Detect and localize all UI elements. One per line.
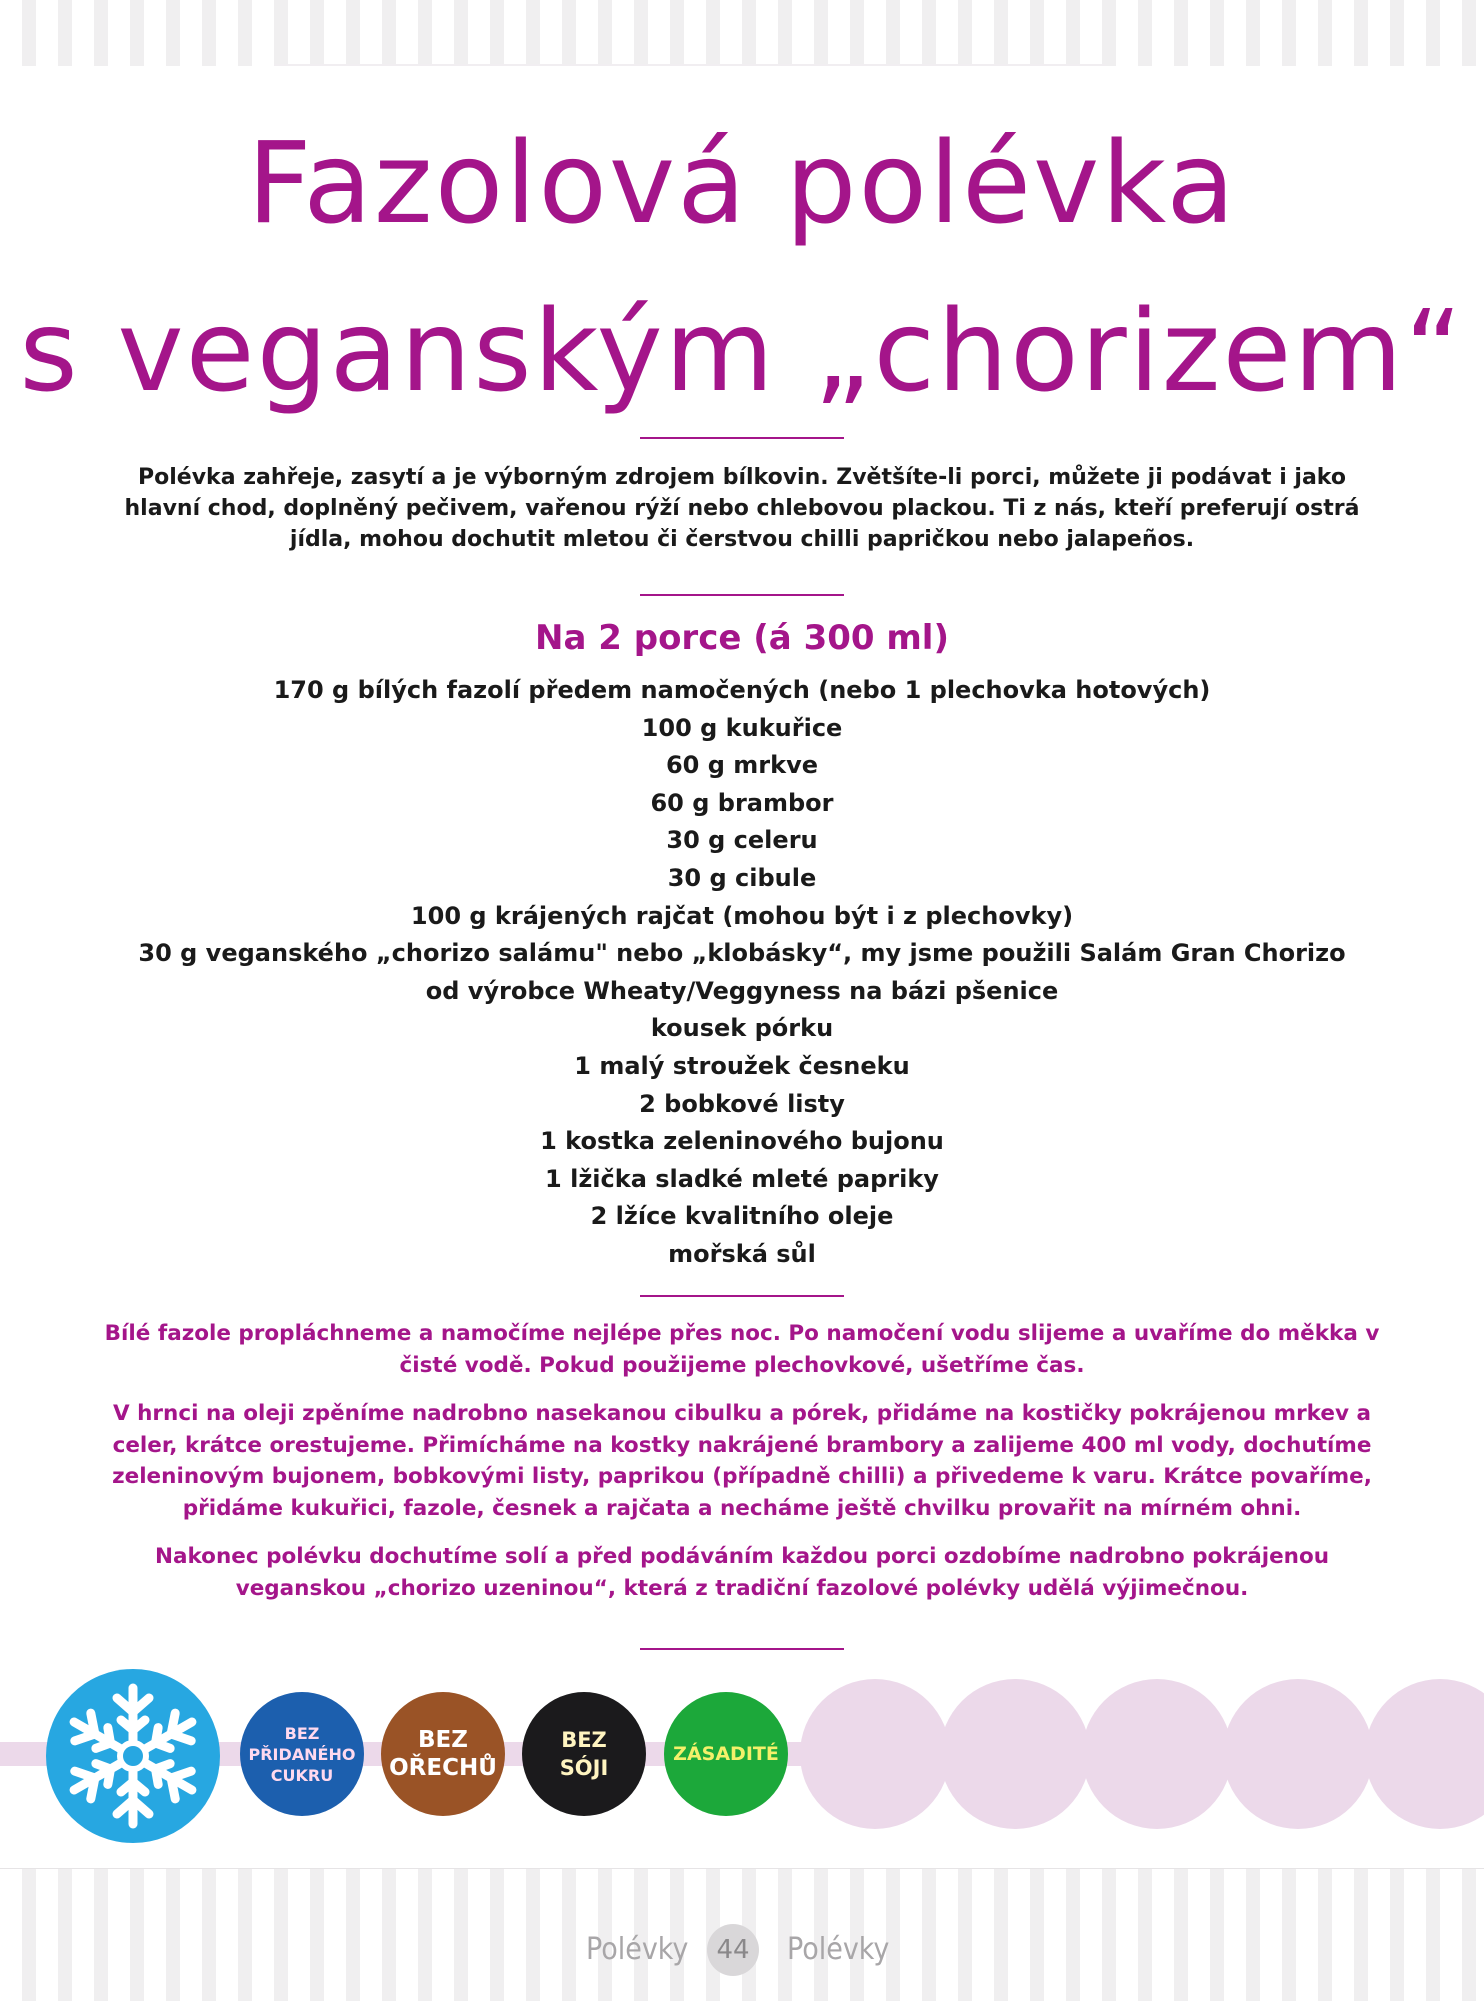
page-footer	[0, 1922, 1484, 1976]
ingredient-item: 1 malý stroužek česneku	[574, 1051, 910, 1080]
top-stripe-pattern	[0, 0, 1484, 66]
ingredient-item: 1 lžička sladké mleté papriky	[545, 1164, 939, 1193]
no-nuts-badge: BEZ OŘECHŮ	[381, 1692, 505, 1816]
ingredient-item: 2 lžíce kvalitního oleje	[590, 1202, 894, 1231]
alkaline-badge: ZÁSADITÉ	[664, 1692, 788, 1816]
ingredient-item: 60 g mrkve	[665, 751, 818, 780]
ingredient-item: kousek pórku	[650, 1014, 834, 1043]
ingredient-item: mořská sůl	[668, 1239, 816, 1268]
recipe-title-line-2: s veganským „chorizem“	[19, 287, 1465, 417]
decorative-circle	[800, 1679, 950, 1829]
snowflake-badge	[46, 1669, 220, 1843]
ingredient-item: od výrobce Wheaty/Veggyness na bázi pšenice	[425, 976, 1059, 1005]
top-rule	[274, 64, 1106, 66]
method-step: Nakonec polévku dochutíme solí a před podáváním každou porci ozdobíme nadrobno pokrájenou veganskou „chorizo uzeninou“, která z tradiční fazolové polévky udělá výjimečnou.	[154, 1544, 1330, 1601]
ingredient-item: 2 bobkové listy	[639, 1089, 845, 1118]
decorative-circle	[1223, 1679, 1373, 1829]
no-soy-badge: BEZ SÓJI	[522, 1692, 646, 1816]
recipe-title	[0, 100, 1484, 436]
method-step: Bílé fazole propláchneme a namočíme nejlépe přes noc. Po namočení vodu slijeme a uvaříme do měkka v čisté vodě. Pokud použijeme plechovkové, ušetříme čas.	[104, 1321, 1380, 1378]
servings-heading: Na 2 porce (á 300 ml)	[535, 618, 949, 658]
decorative-circle	[940, 1679, 1090, 1829]
ingredient-item: 30 g cibule	[667, 863, 817, 892]
page-number: 44	[707, 1924, 759, 1976]
ingredient-item: 1 kostka zeleninového bujonu	[540, 1127, 944, 1156]
ingredient-item: 30 g veganského „chorizo salámu" nebo „klobásky“, my jsme použili Salám Gran Chorizo	[138, 939, 1346, 968]
divider	[640, 1295, 844, 1297]
divider	[640, 437, 844, 439]
ingredient-list	[0, 672, 1484, 1274]
recipe-title-line-1: Fazolová polévka	[247, 119, 1237, 249]
footer-section-right: Polévky	[787, 1932, 890, 1967]
ingredient-item: 170 g bílých fazolí předem namočených (nebo 1 plechovka hotových)	[273, 676, 1211, 704]
method-step: V hrnci na oleji zpěníme nadrobno nasekanou cibulku a pórek, přidáme na kostičky pokrájenou mrkev a celer, krátce orestujeme. Přimícháme na kostky nakrájené brambory a zalijeme 400 ml vody, dochutíme zeleninovým bujonem, bobkovými listy, paprikou (případně chilli) a přivedeme k varu. Krátce povaříme, přidáme kukuřici, fazole, česnek a rajčata a necháme ještě chvilku provařit na mírném ohni.	[112, 1401, 1372, 1521]
intro-text: Polévka zahřeje, zasytí a je výborným zdrojem bílkovin. Zvětšíte-li porci, můžete ji podávat i jako hlavní chod, doplněný pečivem, vařenou rýží nebo chlebovou plackou. Ti z nás, kteří preferují ostrá jídla, mohou dochutit mletou či čerstvou chilli papričkou nebo jalapeños.	[124, 465, 1360, 552]
snowflake-icon	[46, 1669, 220, 1843]
ingredient-item: 100 g kukuřice	[641, 713, 843, 742]
footer-section-left: Polévky	[586, 1932, 689, 1967]
divider	[640, 1648, 844, 1650]
decorative-circle	[1365, 1679, 1484, 1829]
ingredient-item: 30 g celeru	[666, 826, 818, 855]
divider	[640, 594, 844, 596]
ingredient-item: 100 g krájených rajčat (mohou být i z plechovky)	[410, 901, 1074, 930]
decorative-circle	[1082, 1679, 1232, 1829]
ingredient-item: 60 g brambor	[650, 788, 834, 817]
method-section	[100, 1318, 1384, 1621]
no-added-sugar-badge: BEZ PŘIDANÉHO CUKRU	[240, 1692, 364, 1816]
